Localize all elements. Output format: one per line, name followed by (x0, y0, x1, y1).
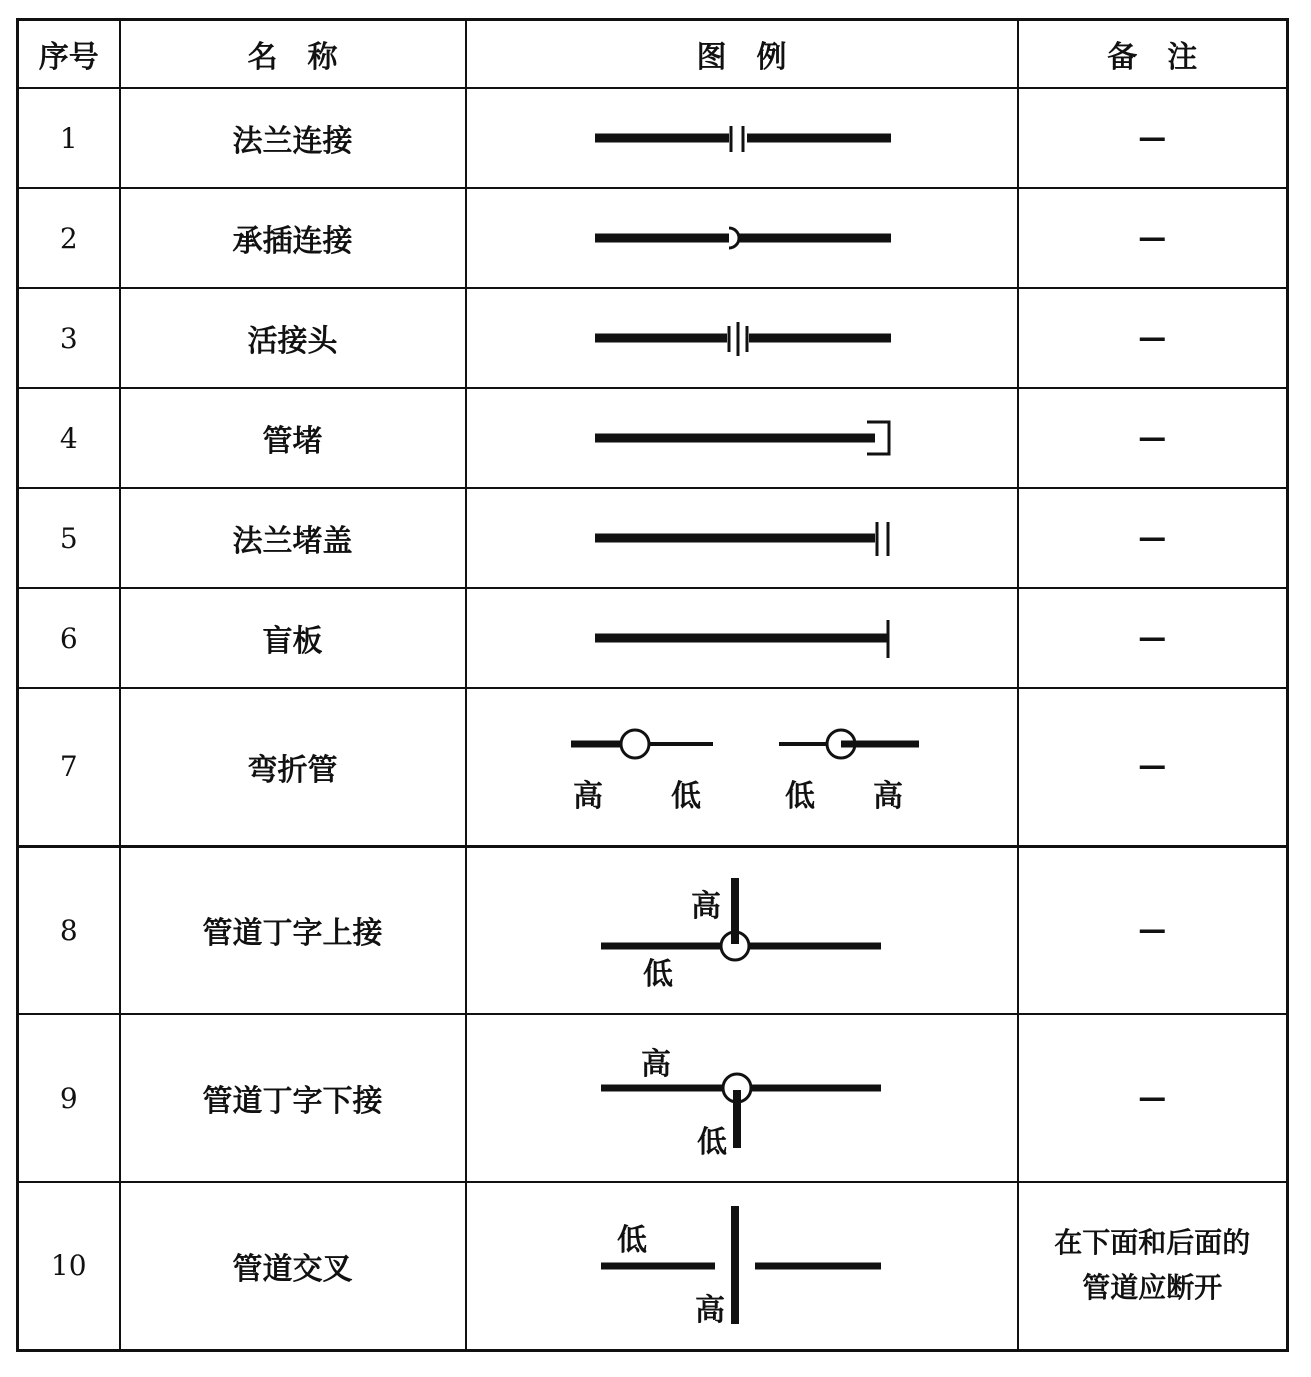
union-joint-symbol (467, 290, 1019, 386)
row-number: 6 (18, 588, 120, 688)
row-name: 管堵 (120, 388, 466, 488)
table-row (18, 188, 1288, 288)
row-figure (466, 588, 1018, 688)
label-low: 低 (670, 778, 701, 814)
row-number: 10 (18, 1182, 120, 1350)
label-high: 高 (572, 778, 603, 814)
table-row (18, 388, 1288, 488)
row-name: 管道交叉 (120, 1182, 466, 1350)
header-row (18, 20, 1288, 89)
row-name: 弯折管 (120, 688, 466, 846)
row-number: 7 (18, 688, 120, 846)
row-number: 2 (18, 188, 120, 288)
table-row (18, 488, 1288, 588)
row-note: — (1018, 488, 1288, 588)
table-row (18, 88, 1288, 188)
note-line: 管道应断开 (1082, 1270, 1223, 1304)
table-row (18, 588, 1288, 688)
flange-blind-cover-symbol (467, 490, 1019, 586)
pipe-plug-symbol (467, 390, 1019, 486)
row-figure (466, 388, 1018, 488)
label-high: 高 (872, 778, 903, 814)
row-note: — (1018, 388, 1288, 488)
header-figure: 图 例 (466, 20, 1018, 89)
row-note: — (1018, 588, 1288, 688)
row-note: — (1018, 1014, 1288, 1182)
row-name: 管道丁字下接 (120, 1014, 466, 1182)
row-number: 8 (18, 846, 120, 1014)
row-note: — (1018, 188, 1288, 288)
row-name: 法兰连接 (120, 88, 466, 188)
note-line: 在下面和后面的 (1054, 1225, 1251, 1259)
table-row (18, 288, 1288, 388)
row-note: — (1018, 688, 1288, 846)
row-figure (466, 188, 1018, 288)
table-row (18, 1014, 1288, 1182)
pipe-symbol-legend-table (16, 18, 1289, 1352)
row-figure (466, 88, 1018, 188)
label-high: 高 (640, 1047, 671, 1082)
tee-up-joint-symbol (467, 848, 1019, 1012)
table-row (18, 846, 1288, 1014)
row-name: 法兰堵盖 (120, 488, 466, 588)
row-note (1018, 1182, 1288, 1350)
label-low: 低 (616, 1222, 647, 1258)
label-low: 低 (784, 778, 815, 814)
socket-connection-symbol (467, 190, 1019, 286)
row-figure (466, 1182, 1018, 1350)
label-high: 高 (690, 889, 721, 925)
row-note: — (1018, 88, 1288, 188)
row-note: — (1018, 846, 1288, 1014)
row-number: 3 (18, 288, 120, 388)
header-note: 备 注 (1018, 20, 1288, 89)
flange-connection-symbol (467, 90, 1019, 186)
bent-pipe-symbol (467, 690, 1019, 844)
row-name: 管道丁字上接 (120, 846, 466, 1014)
table-row (18, 688, 1288, 846)
table-row (18, 1182, 1288, 1350)
row-name: 活接头 (120, 288, 466, 388)
row-note: — (1018, 288, 1288, 388)
row-number: 9 (18, 1014, 120, 1182)
row-number: 1 (18, 88, 120, 188)
row-figure (466, 488, 1018, 588)
row-figure (466, 288, 1018, 388)
header-no: 序号 (18, 20, 120, 89)
blind-plate-symbol (467, 590, 1019, 686)
tee-down-joint-symbol (467, 1016, 1019, 1180)
row-name: 盲板 (120, 588, 466, 688)
row-number: 5 (18, 488, 120, 588)
row-figure (466, 846, 1018, 1014)
row-number: 4 (18, 388, 120, 488)
header-name: 名 称 (120, 20, 466, 89)
row-name: 承插连接 (120, 188, 466, 288)
pipe-crossing-symbol (467, 1184, 1019, 1348)
label-low: 低 (696, 1125, 727, 1160)
row-figure (466, 1014, 1018, 1182)
label-high: 高 (694, 1292, 725, 1328)
label-low: 低 (642, 957, 673, 993)
row-figure (466, 688, 1018, 846)
